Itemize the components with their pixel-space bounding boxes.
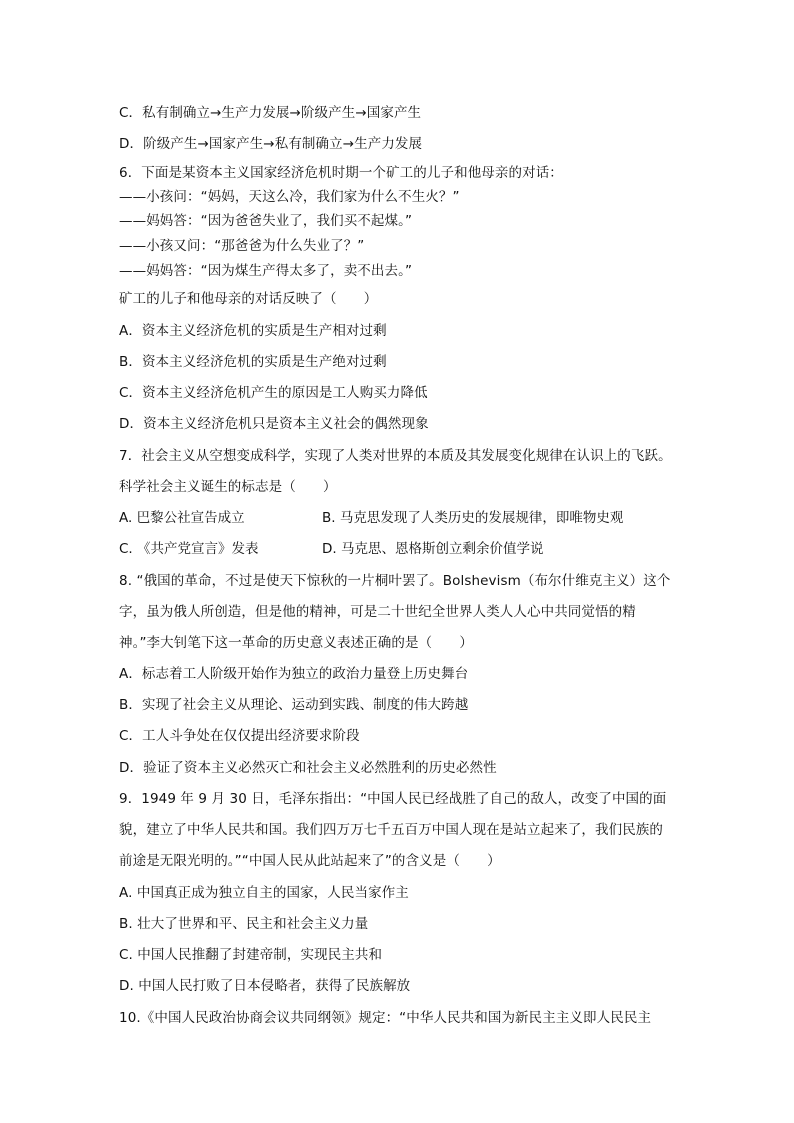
q6-option-c: C．资本主义经济危机产生的原因是工人购买力降低 bbox=[119, 385, 428, 401]
q8-stem-line1: 8. “俄国的革命，不过是使天下惊秋的一片桐叶罢了。Bolshevism（布尔什维克主义）这个 bbox=[119, 573, 671, 589]
q9-stem-line2: 貌，建立了中华人民共和国。我们四万万七千五百万中国人现在是站立起来了，我们民族的 bbox=[119, 822, 663, 838]
q7-option-a: A. 巴黎公社宣告成立 bbox=[119, 510, 245, 526]
q8-option-b: B．实现了社会主义从理论、运动到实践、制度的伟大跨越 bbox=[119, 697, 469, 713]
q9-stem-line3: 前途是无限光明的。”“中国人民从此站起来了”的含义是（ ） bbox=[119, 853, 501, 869]
q6-stem: 6．下面是某资本主义国家经济危机时期一个矿工的儿子和他母亲的对话： bbox=[119, 165, 563, 181]
q5-option-d: D．阶级产生→国家产生→私有制确立→生产力发展 bbox=[119, 136, 423, 152]
q6-option-d: D．资本主义经济危机只是资本主义社会的偶然现象 bbox=[119, 416, 429, 432]
q9-option-d: D. 中国人民打败了日本侵略者，获得了民族解放 bbox=[119, 978, 411, 994]
q7-option-b: B. 马克思发现了人类历史的发展规律，即唯物史观 bbox=[322, 510, 624, 526]
q6-option-b: B．资本主义经济危机的实质是生产绝对过剩 bbox=[119, 354, 387, 370]
q6-option-a: A．资本主义经济危机的实质是生产相对过剩 bbox=[119, 323, 387, 339]
q9-option-b: B. 壮大了世界和平、民主和社会主义力量 bbox=[119, 916, 369, 932]
q10-stem-line1: 10.《中国人民政治协商会议共同纲领》规定：“中华人民共和国为新民主主义即人民民主 bbox=[119, 1010, 652, 1026]
q8-option-d: D．验证了资本主义必然灭亡和社会主义必然胜利的历史必然性 bbox=[119, 760, 497, 776]
q8-option-a: A．标志着工人阶级开始作为独立的政治力量登上历史舞台 bbox=[119, 666, 469, 682]
q6-dialogue-line: ——小孩问：“妈妈，天这么冷，我们家为什么不生火？” bbox=[119, 189, 460, 205]
q6-dialogue-line: ——妈妈答：“因为爸爸失业了，我们买不起煤。” bbox=[119, 213, 413, 229]
q8-stem-line3: 神。”李大钊笔下这一革命的历史意义表述正确的是（ ） bbox=[119, 635, 473, 651]
q5-option-c: C．私有制确立→生产力发展→阶级产生→国家产生 bbox=[119, 105, 422, 121]
q7-stem-line2: 科学社会主义诞生的标志是（ ） bbox=[119, 479, 337, 495]
q9-option-a: A. 中国真正成为独立自主的国家，人民当家作主 bbox=[119, 885, 409, 901]
q7-option-d: D. 马克思、恩格斯创立剩余价值学说 bbox=[322, 541, 544, 557]
q9-stem-line1: 9．1949 年 9 月 30 日，毛泽东指出：“中国人民已经战胜了自己的敌人，改变了中国的面 bbox=[119, 791, 667, 807]
q6-dialogue-line: ——妈妈答：“因为煤生产得太多了，卖不出去。” bbox=[119, 263, 413, 279]
q6-question: 矿工的儿子和他母亲的对话反映了（ ） bbox=[119, 291, 378, 307]
q6-dialogue-line: ——小孩又问：“那爸爸为什么失业了？” bbox=[119, 238, 365, 254]
q8-stem-line2: 字，虽为俄人所创造，但是他的精神，可是二十世纪全世界人类人人心中共同觉悟的精 bbox=[119, 604, 636, 620]
q9-option-c: C. 中国人民推翻了封建帝制，实现民主共和 bbox=[119, 947, 383, 963]
q7-stem-line1: 7．社会主义从空想变成科学，实现了人类对世界的本质及其发展变化规律在认识上的飞跃。 bbox=[119, 448, 672, 464]
q7-option-c: C. 《共产党宣言》发表 bbox=[119, 541, 259, 557]
q8-option-c: C．工人斗争处在仅仅提出经济要求阶段 bbox=[119, 728, 360, 744]
